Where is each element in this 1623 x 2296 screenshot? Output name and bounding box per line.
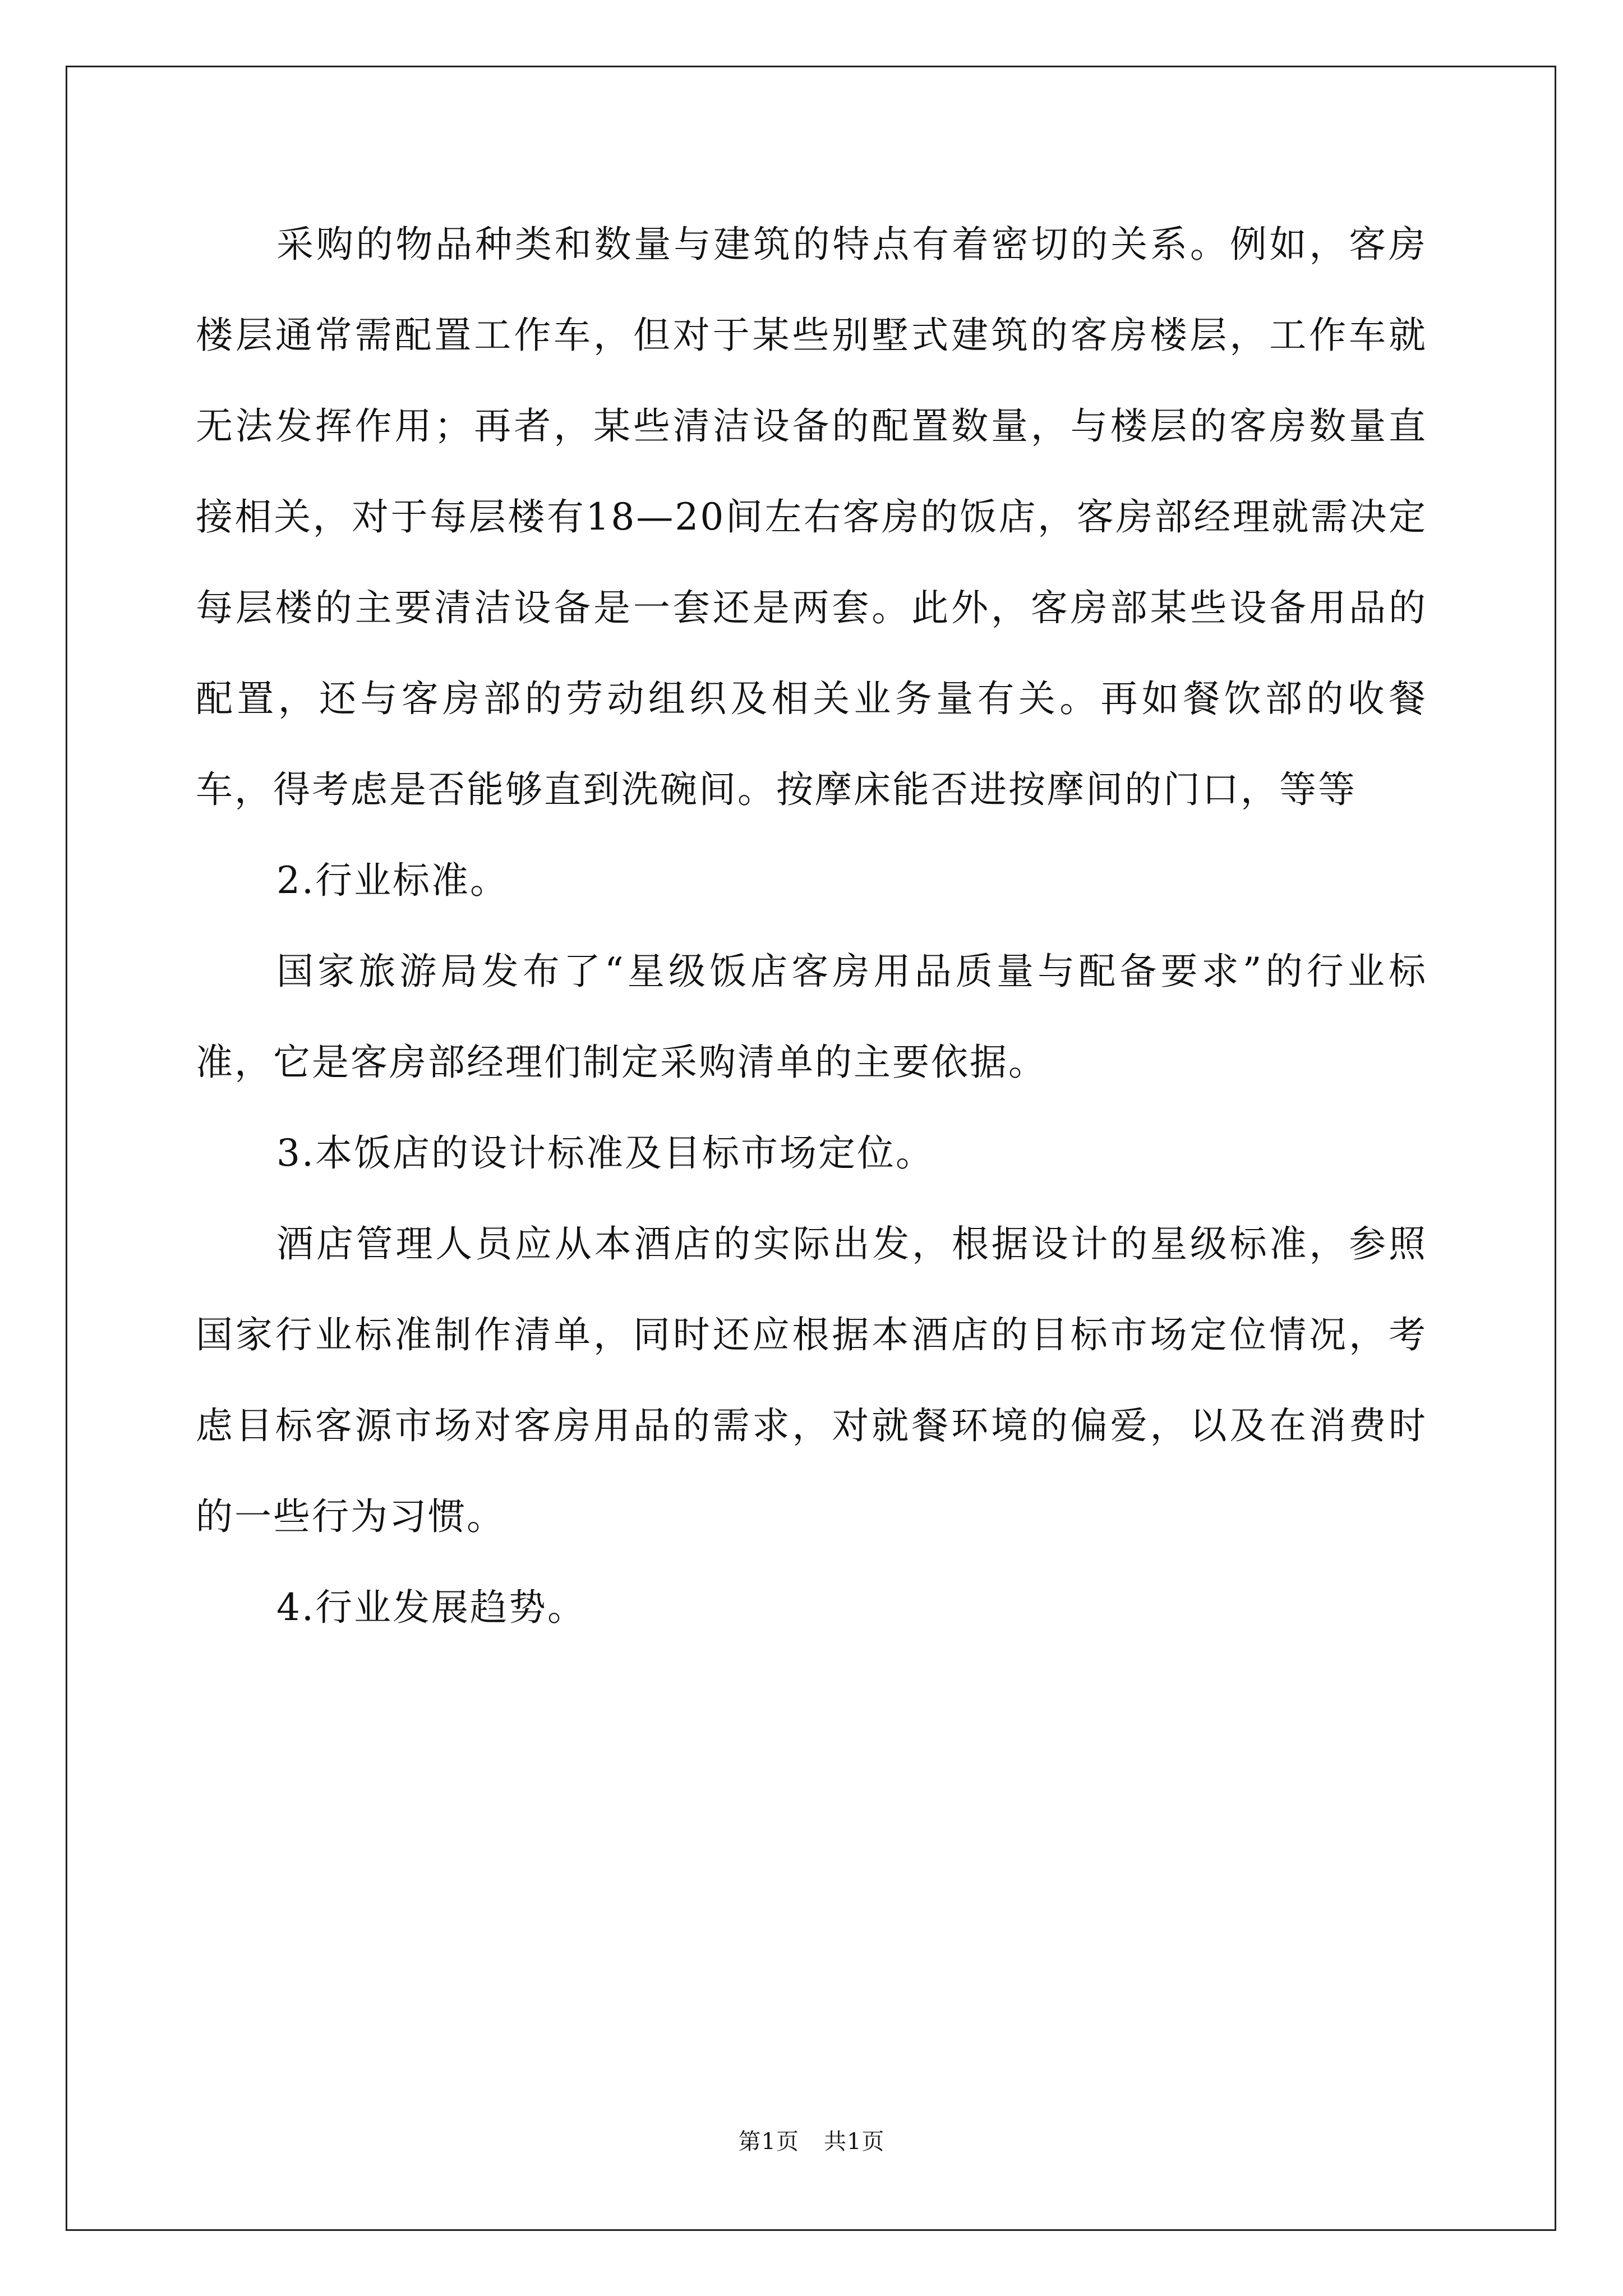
paragraph: 2.行业标准。 <box>276 859 509 902</box>
document-body <box>196 199 1427 1653</box>
paragraph: 3.本饭店的设计标准及目标市场定位。 <box>276 1131 934 1175</box>
page-total: 共1页 <box>824 2129 885 2155</box>
paragraph: 国家旅游局发布了“星级饭店客房用品质量与配备要求”的行业标准，它是客房部经理们制定采购清单的主要依据。 <box>196 950 1427 1084</box>
page-footer <box>0 2124 1623 2156</box>
paragraph: 4.行业发展趋势。 <box>276 1586 586 1629</box>
paragraph: 酒店管理人员应从本酒店的实际出发，根据设计的星级标准，参照国家行业标准制作清单，同时还应根据本酒店的目标市场定位情况，考虑目标客源市场对客房用品的需求，对就餐环境的偏爱，以及在消费时的一些行为习惯。 <box>196 1222 1427 1538</box>
page-number: 第1页 <box>738 2129 799 2155</box>
paragraph: 采购的物品种类和数量与建筑的特点有着密切的关系。例如，客房楼层通常需配置工作车，但对于某些别墅式建筑的客房楼层，工作车就无法发挥作用；再者，某些清洁设备的配置数量，与楼层的客房数量直接相关，对于每层楼有18—20间左右客房的饭店，客房部经理就需决定每层楼的主要清洁设备是一套还是两套。此外，客房部某些设备用品的配置，还与客房部的劳动组织及相关业务量有关。再如餐饮部的收餐车，得考虑是否能够直到洗碗间。按摩床能否进按摩间的门口，等等 <box>196 223 1427 811</box>
